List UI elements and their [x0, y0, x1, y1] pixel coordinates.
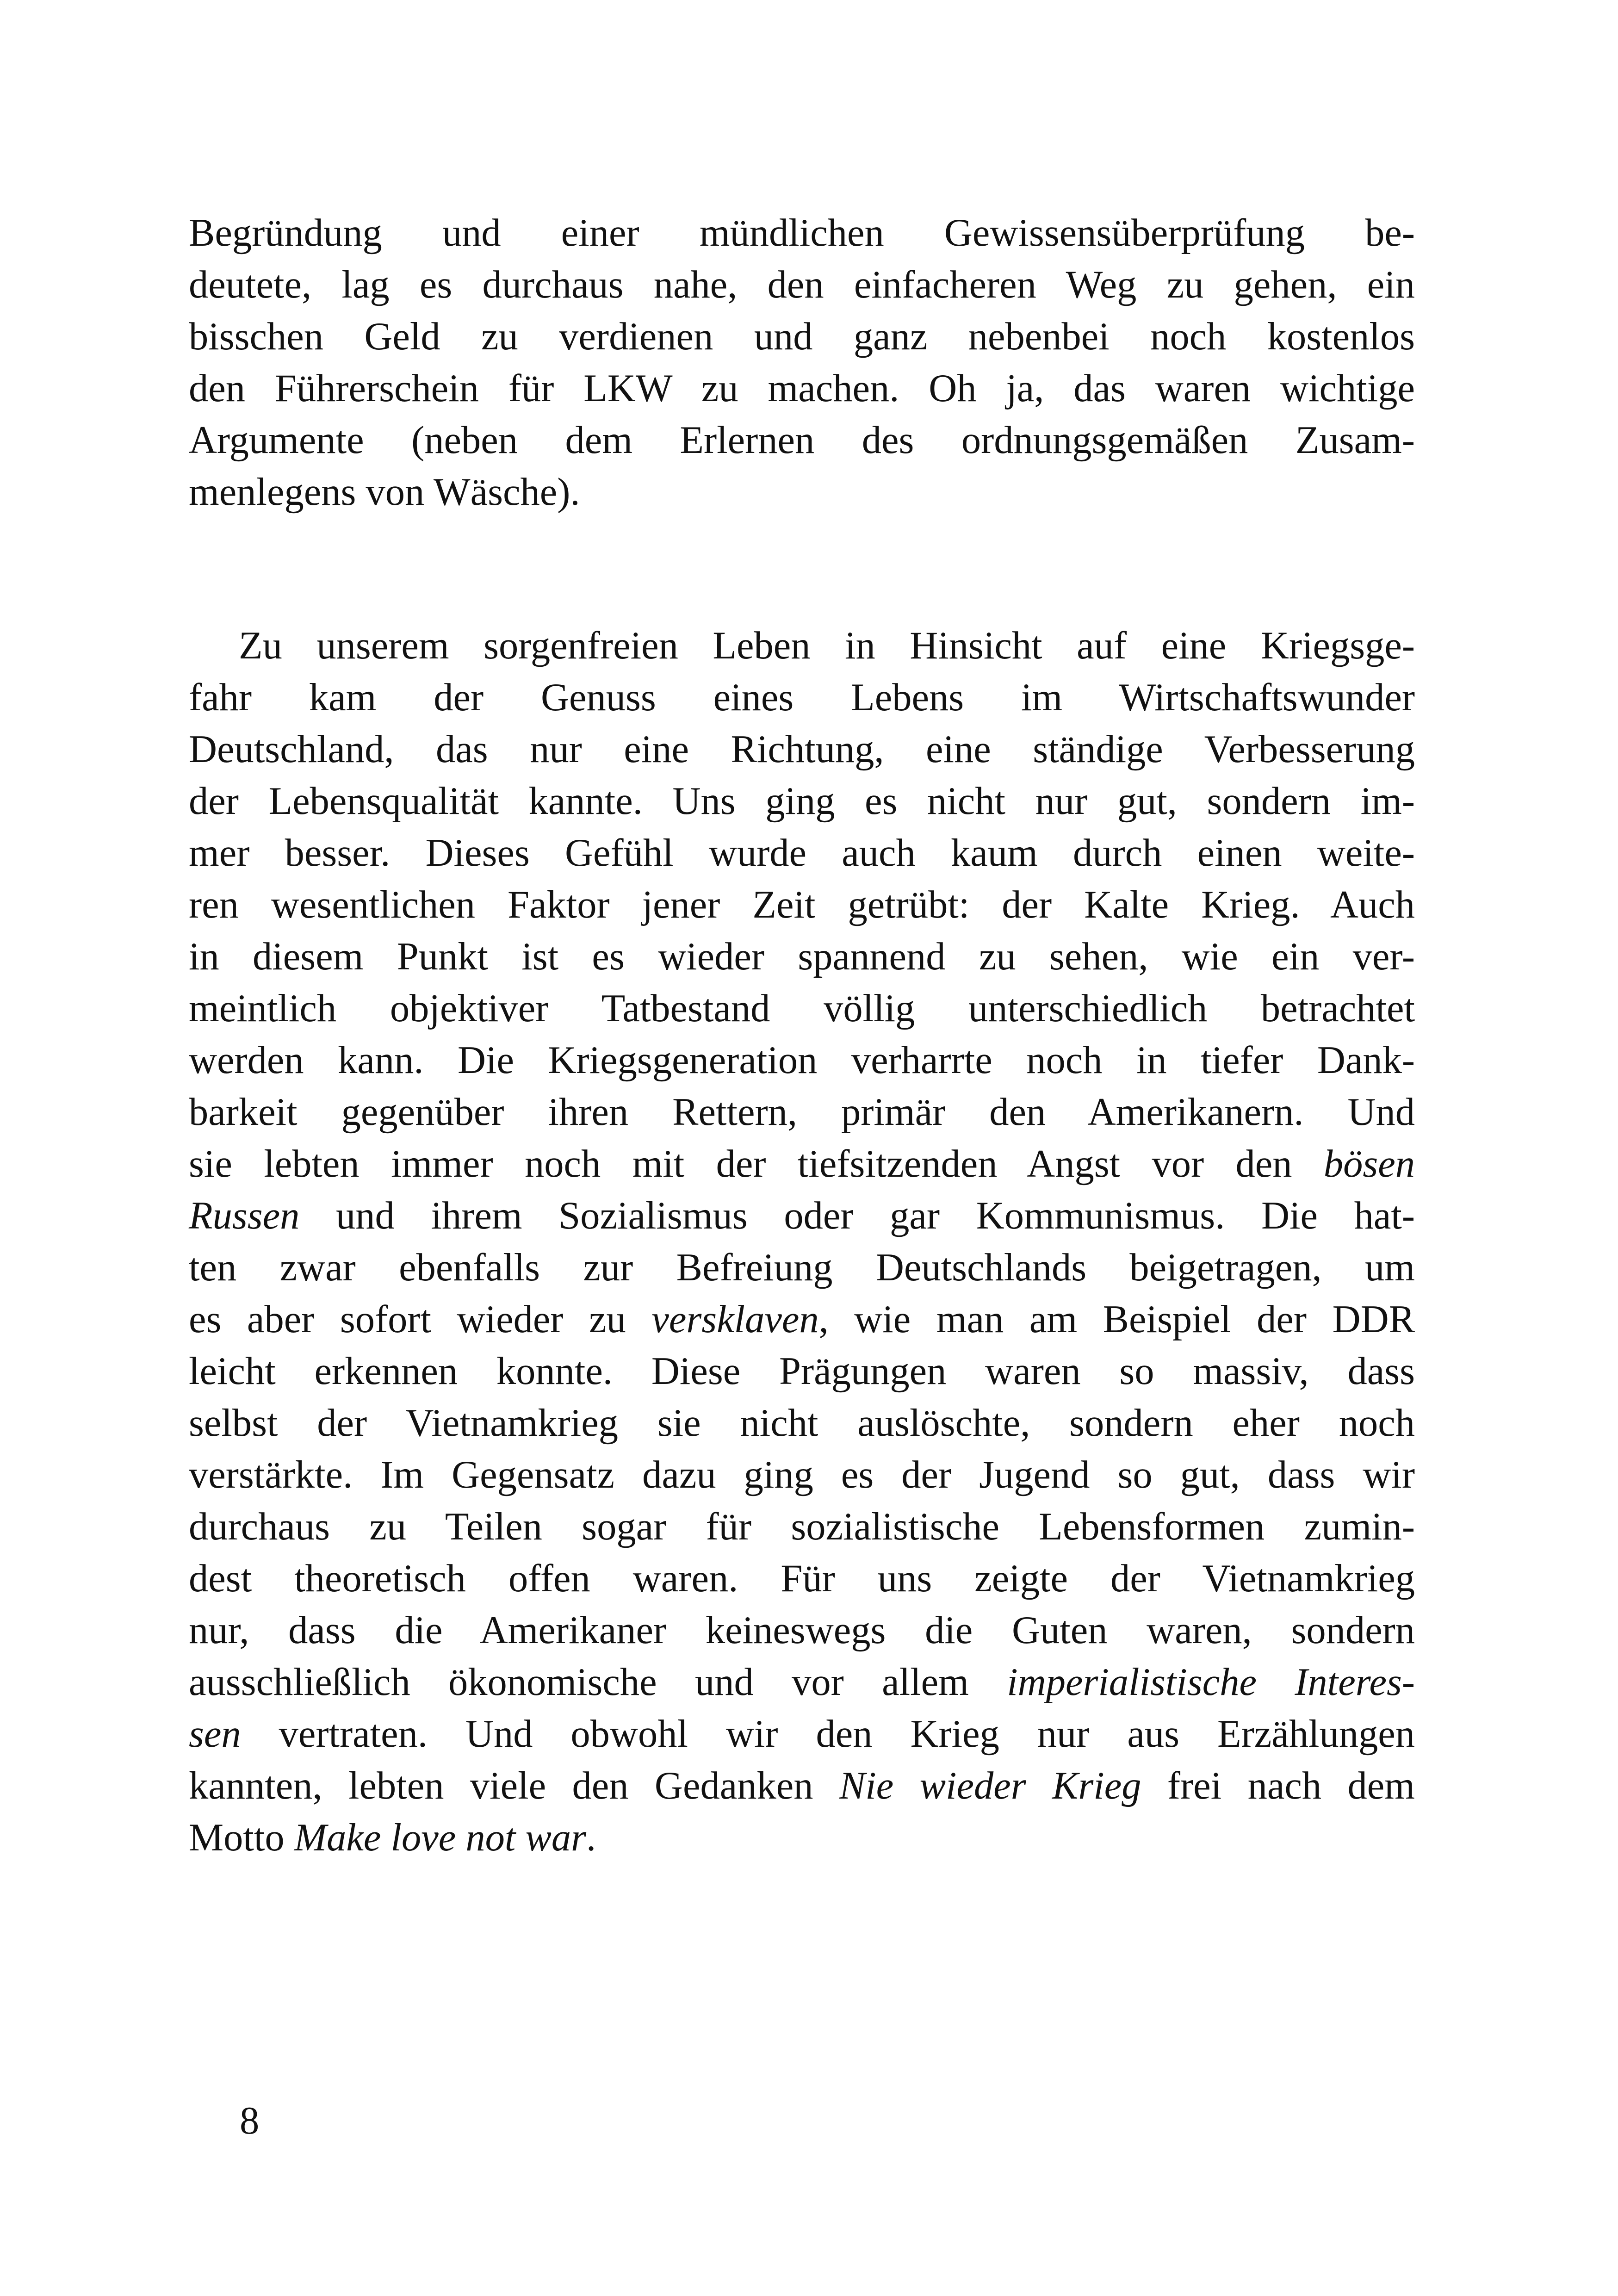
text-line: [189, 311, 1415, 363]
italic-text: versklaven: [651, 1298, 819, 1341]
text-segment: der Lebensqualität kannte. Uns ging es nicht nur gut, sondern im-: [189, 780, 1415, 823]
italic-text: sen: [189, 1713, 241, 1756]
italic-text: Russen: [189, 1194, 300, 1237]
text-line: [189, 879, 1415, 931]
text-line: [189, 1501, 1415, 1553]
text-segment: leicht erkennen konnte. Diese Prägungen waren so massiv, dass: [189, 1350, 1415, 1393]
text-segment: menlegens von Wäsche).: [189, 471, 580, 514]
text-segment: durchaus zu Teilen sogar für sozialistische Lebensformen zumin-: [189, 1505, 1415, 1548]
italic-text: Nie wieder Krieg: [839, 1764, 1141, 1807]
text-line: [189, 1657, 1415, 1708]
text-line: [189, 466, 1415, 518]
text-line: [189, 983, 1415, 1035]
text-line: [189, 672, 1415, 724]
text-segment: sie lebten immer noch mit der tiefsitzenden Angst vor den: [189, 1142, 1324, 1185]
text-segment: barkeit gegenüber ihren Rettern, primär den Amerikanern. Und: [189, 1091, 1415, 1134]
text-segment: und ihrem Sozialismus oder gar Kommunismus. Die hat-: [299, 1194, 1415, 1237]
text-line: [189, 1190, 1415, 1242]
text-segment: Zu unserem sorgenfreien Leben in Hinsicht auf eine Kriegsge-: [239, 624, 1415, 667]
text-segment: Motto: [189, 1816, 294, 1859]
text-line: [189, 1397, 1415, 1449]
italic-text: imperialistische Interes-: [1007, 1661, 1415, 1704]
text-segment: kannten, lebten viele den Gedanken: [189, 1764, 839, 1807]
text-segment: .: [586, 1816, 596, 1859]
text-segment: nur, dass die Amerikaner keineswegs die Guten waren, sondern: [189, 1609, 1415, 1652]
text-line: [189, 1760, 1415, 1812]
text-segment: ten zwar ebenfalls zur Befreiung Deutschlands beigetragen, um: [189, 1246, 1415, 1289]
text-segment: den Führerschein für LKW zu machen. Oh ja, das waren wichtige: [189, 367, 1415, 410]
text-line: [189, 1449, 1415, 1501]
text-line: [189, 620, 1415, 672]
text-line: [189, 1138, 1415, 1190]
text-line: [189, 776, 1415, 827]
text-line: [189, 1346, 1415, 1397]
text-segment: Deutschland, das nur eine Richtung, eine ständige Verbesserung: [189, 728, 1415, 771]
text-segment: verstärkte. Im Gegensatz dazu ging es der Jugend so gut, dass wir: [189, 1453, 1415, 1496]
text-line: [189, 1035, 1415, 1086]
italic-text: bösen: [1323, 1142, 1415, 1185]
text-line: [189, 1086, 1415, 1138]
text-segment: vertraten. Und obwohl wir den Krieg nur aus Erzählungen: [241, 1713, 1415, 1756]
text-segment: bisschen Geld zu verdienen und ganz nebenbei noch kostenlos: [189, 315, 1415, 358]
text-line: [189, 259, 1415, 311]
text-segment: meintlich objektiver Tatbestand völlig unterschiedlich betrachtet: [189, 987, 1415, 1030]
text-segment: werden kann. Die Kriegsgeneration verharrte noch in tiefer Dank-: [189, 1039, 1415, 1082]
italic-text: Make love not war: [294, 1816, 586, 1859]
text-line: [189, 363, 1415, 415]
text-line: [189, 724, 1415, 776]
text-segment: fahr kam der Genuss eines Lebens im Wirtschaftswunder: [189, 676, 1415, 719]
text-line: [189, 1708, 1415, 1760]
text-segment: Begründung und einer mündlichen Gewissensüberprüfung be-: [189, 211, 1415, 254]
text-segment: es aber sofort wieder zu: [189, 1298, 652, 1341]
text-segment: in diesem Punkt ist es wieder spannend zu sehen, wie ein ver-: [189, 935, 1415, 978]
paragraph-1: [189, 207, 1415, 518]
text-segment: dest theoretisch offen waren. Für uns zeigte der Vietnamkrieg: [189, 1557, 1415, 1600]
text-segment: ausschließlich ökonomische und vor allem: [189, 1661, 1007, 1704]
text-segment: mer besser. Dieses Gefühl wurde auch kaum durch einen weite-: [189, 832, 1415, 875]
text-line: [189, 1605, 1415, 1657]
text-line: [189, 1553, 1415, 1605]
text-line: [189, 1242, 1415, 1294]
text-segment: selbst der Vietnamkrieg sie nicht auslöschte, sondern eher noch: [189, 1402, 1415, 1445]
text-line: [189, 207, 1415, 259]
text-segment: ren wesentlichen Faktor jener Zeit getrübt: der Kalte Krieg. Auch: [189, 883, 1415, 926]
text-line: [189, 931, 1415, 983]
text-line: [189, 415, 1415, 466]
text-segment: frei nach dem: [1141, 1764, 1415, 1807]
text-line: [189, 1812, 1415, 1864]
paragraph-2: [189, 620, 1415, 1864]
text-segment: , wie man am Beispiel der DDR: [818, 1298, 1415, 1341]
text-line: [189, 1294, 1415, 1346]
text-segment: Argumente (neben dem Erlernen des ordnungsgemäßen Zusam-: [189, 419, 1415, 462]
text-segment: deutete, lag es durchaus nahe, den einfacheren Weg zu gehen, ein: [189, 263, 1415, 306]
text-line: [189, 827, 1415, 879]
page-number: 8: [240, 2099, 260, 2142]
